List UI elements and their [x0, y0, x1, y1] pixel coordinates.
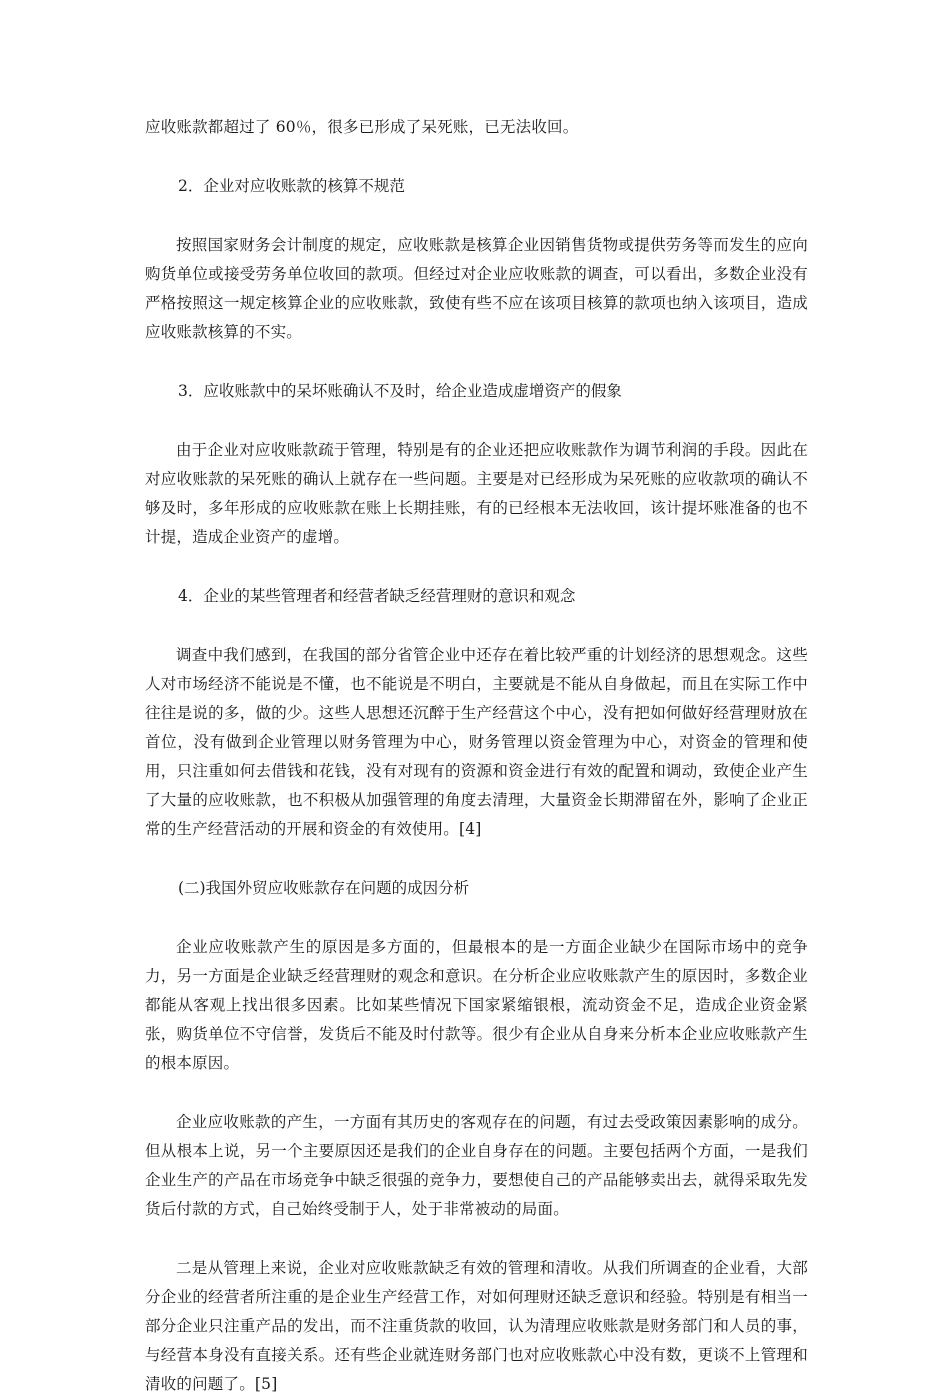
- section-heading-causes: (二)我国外贸应收账款存在问题的成因分析: [178, 879, 470, 897]
- paragraph-causes-management: 二是从管理上来说，企业对应收账款缺乏有效的管理和清收。从我们所调查的企业看，大部分企业的经营者所注重的是企业生产经营工作，对如何理财还缺乏意识和经验。特别是有相当一部分企业只注重产品的发出，而不注重货款的收回，认为清理应收账款是财务部门和人员的事，与经营本身没有直接关系。还有些企业就连财务部门也对应收账款心中没有数，更谈不上管理和清收的问题了。[5]: [145, 1259, 808, 1393]
- paragraph-continuation: 应收账款都超过了 60％，很多已形成了呆死账，已无法收回。: [145, 118, 579, 136]
- section-heading-2: 2．企业对应收账款的核算不规范: [178, 177, 405, 195]
- paragraph-management-awareness: 调查中我们感到，在我国的部分省管企业中还存在着比较严重的计划经济的思想观念。这些人对市场经济不能说是不懂，也不能说是不明白，主要就是不能从自身做起，而且在实际工作中往往是说的多，做的少。这些人思想还沉醉于生产经营这个中心，没有把如何做好经营理财放在首位，没有做到企业管理以财务管理为中心，财务管理以资金管理为中心，对资金的管理和使用，只注重如何去借钱和花钱，没有对现有的资源和资金进行有效的配置和调动，致使企业产生了大量的应收账款，也不积极从加强管理的角度去清理，大量资金长期滞留在外，影响了企业正常的生产经营活动的开展和资金的有效使用。[4]: [145, 646, 808, 838]
- document-body: [145, 113, 808, 1399]
- paragraph-causes-overview: 企业应收账款产生的原因是多方面的，但最根本的是一方面企业缺少在国际市场中的竞争力，另一方面是企业缺乏经营理财的观念和意识。在分析企业应收账款产生的原因时，多数企业都能从客观上找出很多因素。比如某些情况下国家紧缩银根，流动资金不足，造成企业资金紧张，购货单位不守信誉，发货后不能及时付款等。很少有企业从自身来分析本企业应收账款产生的根本原因。: [145, 938, 808, 1072]
- paragraph-bad-debt: 由于企业对应收账款疏于管理，特别是有的企业还把应收账款作为调节利润的手段。因此在对应收账款的呆死账的确认上就存在一些问题。主要是对已经形成为呆死账的应收款项的确认不够及时，多年形成的应收账款在账上长期挂账，有的已经根本无法收回，该计提坏账准备的也不计提，造成企业资产的虚增。: [145, 441, 808, 546]
- paragraph-causes-history: 企业应收账款的产生，一方面有其历史的客观存在的问题，有过去受政策因素影响的成分。但从根本上说，另一个主要原因还是我们的企业自身存在的问题。主要包括两个方面，一是我们企业生产的产品在市场竞争中缺乏很强的竞争力，要想使自己的产品能够卖出去，就得采取先发货后付款的方式，自己始终受制于人，处于非常被动的局面。: [145, 1113, 808, 1218]
- section-heading-4: 4．企业的某些管理者和经营者缺乏经营理财的意识和观念: [178, 587, 576, 605]
- section-heading-3: 3．应收账款中的呆坏账确认不及时，给企业造成虚增资产的假象: [178, 382, 622, 400]
- paragraph-accounting-irregular: 按照国家财务会计制度的规定，应收账款是核算企业因销售货物或提供劳务等而发生的应向购货单位或接受劳务单位收回的款项。但经过对企业应收账款的调查，可以看出，多数企业没有严格按照这一规定核算企业的应收账款，致使有些不应在该项目核算的款项也纳入该项目，造成应收账款核算的不实。: [145, 236, 808, 341]
